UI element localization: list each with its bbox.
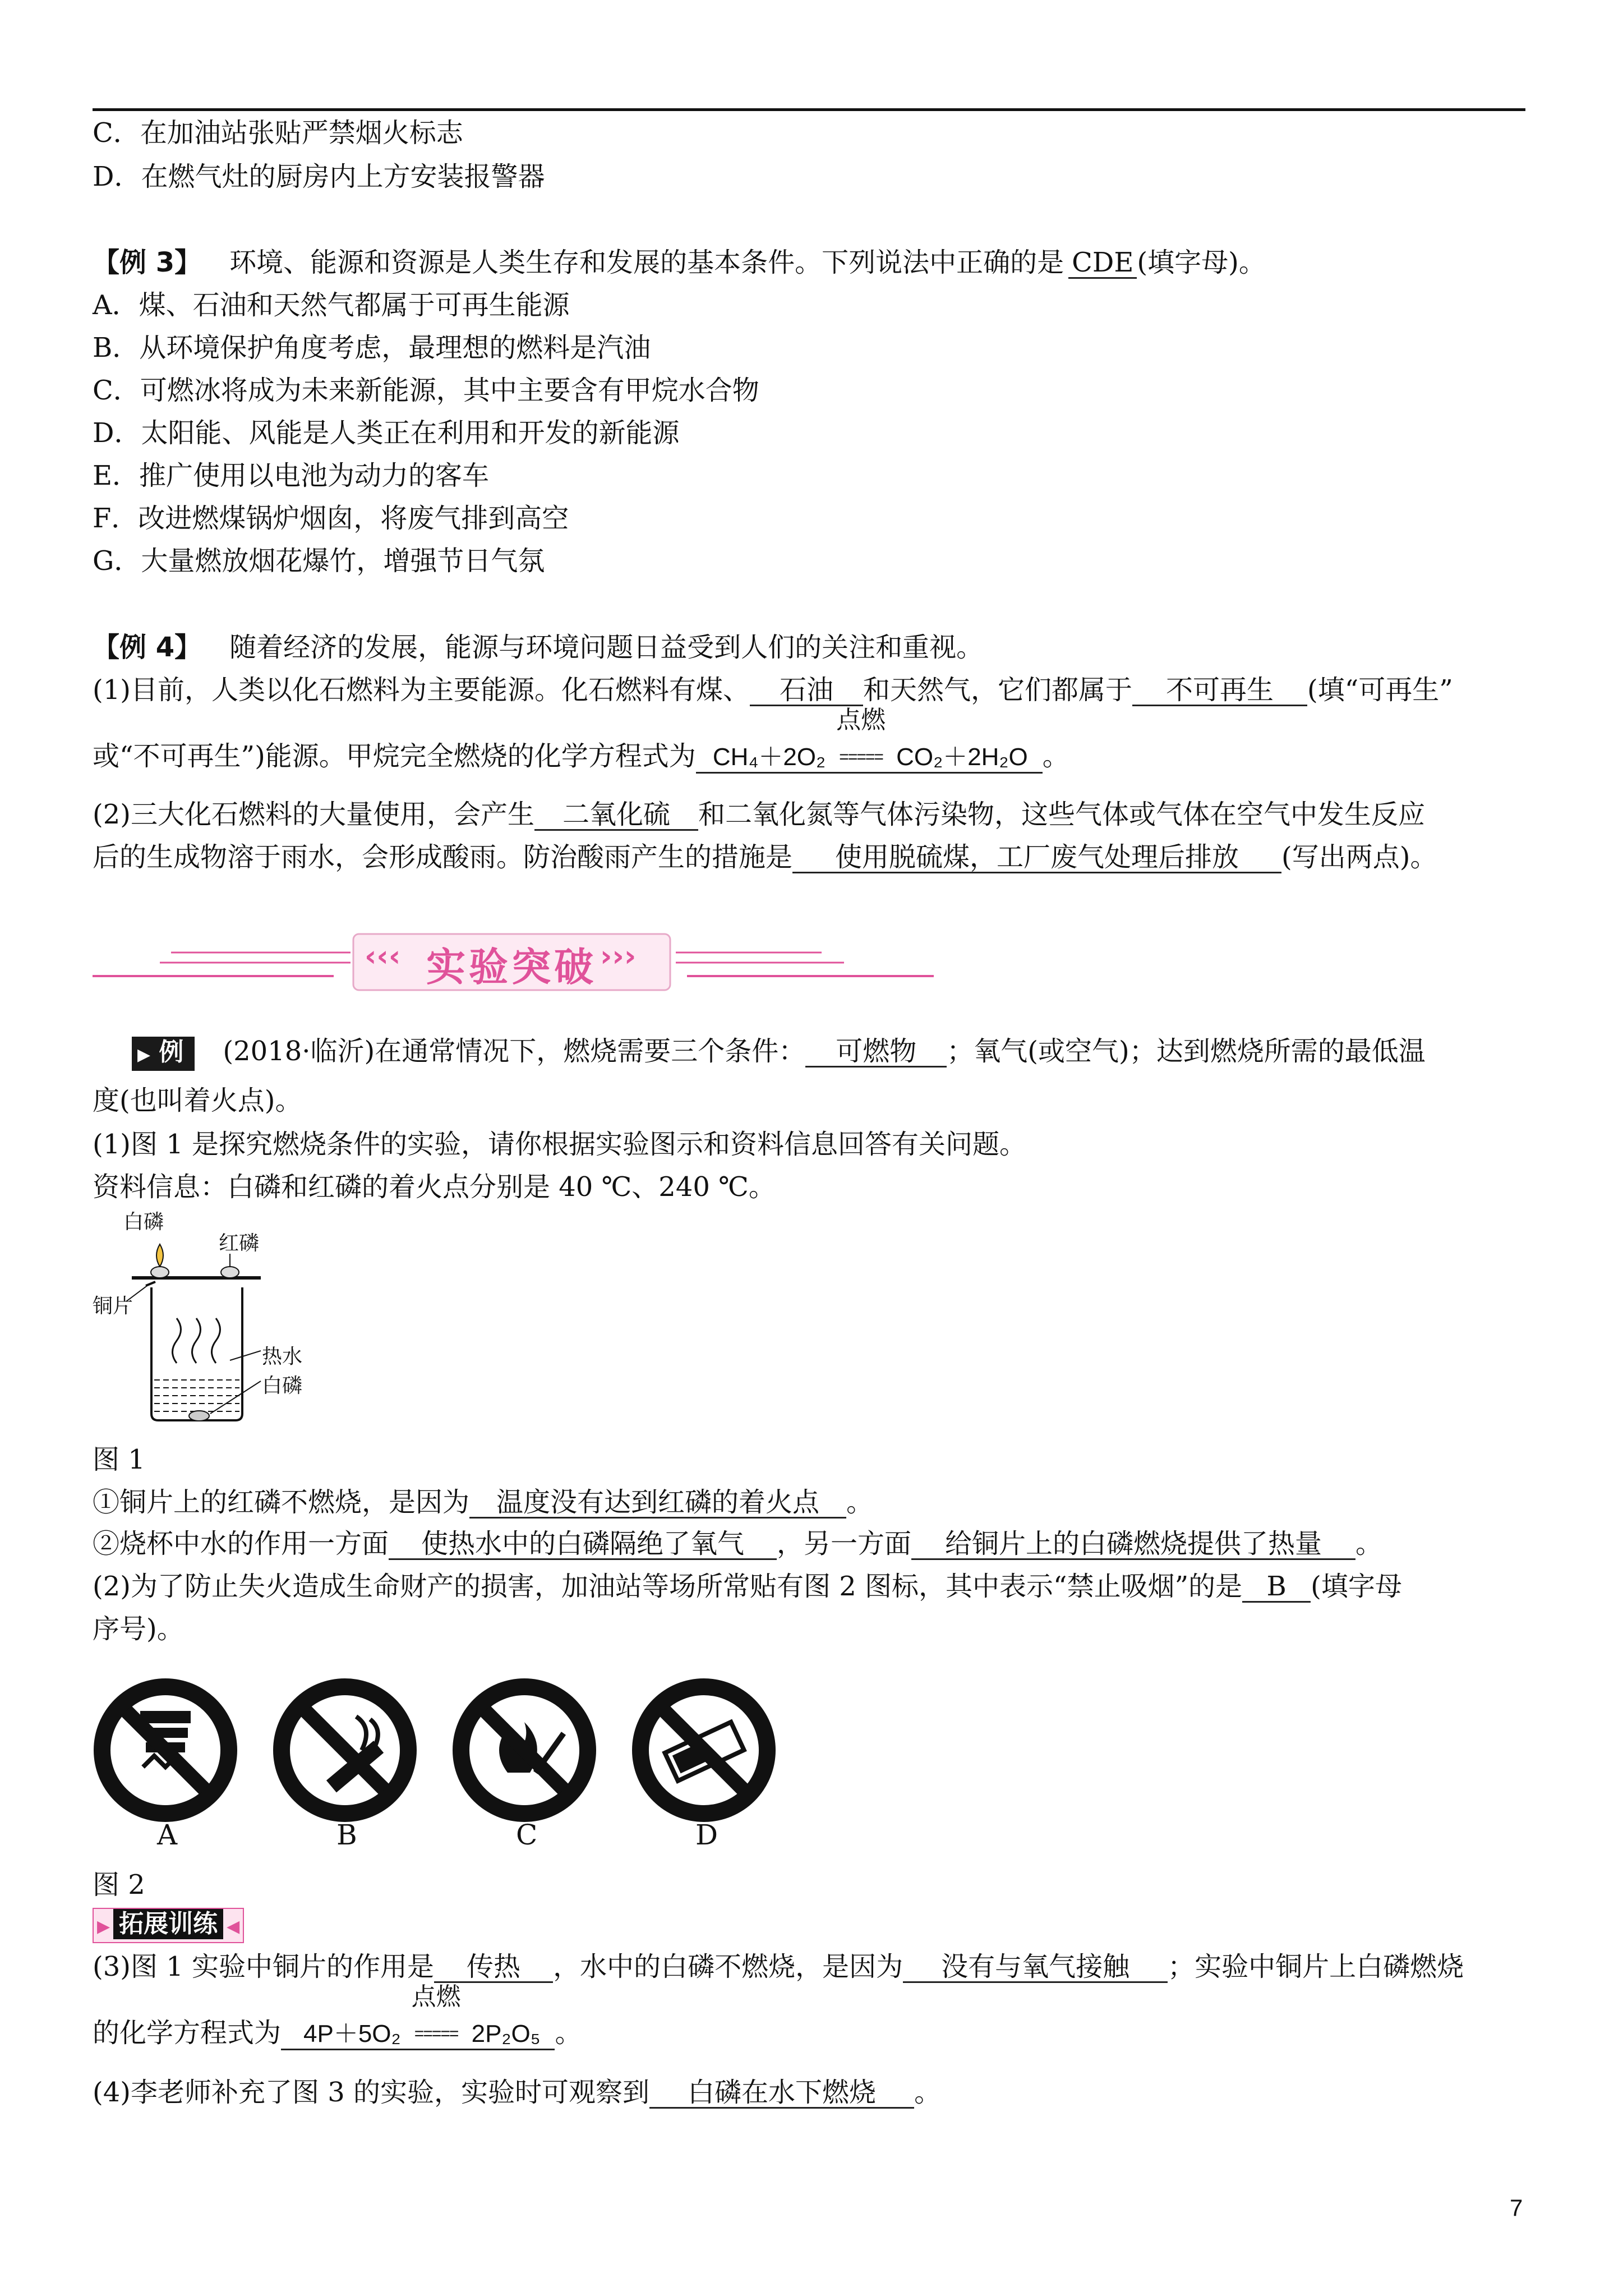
example-3-answer: CDE	[1068, 248, 1137, 279]
q1-text-b: 和天然气，它们都属于	[863, 674, 1133, 706]
sign-label-c: C	[516, 1819, 538, 1851]
experiment-q2-text-a: (2)为了防止失火造成生命财产的损害，加油站等场所常贴有图 2 图标，其中表示“禁止吸烟”的是	[93, 1571, 1243, 1602]
label-white-phosphorus-top: 白磷	[123, 1211, 164, 1234]
answer-acid-rain-measures: 使用脱硫煤，工厂废气处理后排放	[792, 843, 1281, 873]
sign-label-d: D	[695, 1819, 718, 1851]
experiment-stem-a: (2018·临沂)在通常情况下，燃烧需要三个条件：	[223, 1036, 806, 1067]
figure-2-caption: 图 2	[93, 1869, 145, 1901]
period: 。	[1042, 740, 1069, 772]
example-3-option-f: F．改进燃煤锅炉烟囱，将废气排到高空	[93, 503, 569, 534]
experiment-stem-line1	[93, 1034, 1426, 1071]
figure-1-caption: 图 1	[93, 1444, 145, 1475]
experiment-q3-text-b: ，水中的白磷不燃烧，是因为	[553, 1951, 903, 1982]
sign-b-no-smoking-icon	[273, 1678, 417, 1822]
sub-q2-text-c: 。	[1355, 1528, 1383, 1559]
answer-heat-conduction: 传热	[434, 1952, 553, 1983]
example-3-tag: 【例 3】	[93, 247, 202, 278]
experiment-stem-line2: 度(也叫着火点)。	[93, 1085, 302, 1116]
extension-training-label: 拓展训练	[113, 1909, 223, 1939]
figure-2-signs	[93, 1672, 794, 1829]
example-4-q2-line2	[93, 840, 1437, 874]
example-3-option-a: A．煤、石油和天然气都属于可再生能源	[93, 289, 570, 321]
answer-no-oxygen-contact: 没有与氧气接触	[903, 1952, 1168, 1983]
answer-red-p-not-burning: 温度没有达到红磷的着火点	[469, 1488, 846, 1519]
example-4-question: 随着经济的发展，能源与环境问题日益受到人们的关注和重视。	[229, 632, 984, 663]
reaction-condition	[830, 706, 892, 772]
answer-combustible: 可燃物	[805, 1037, 947, 1068]
option-c-top: C．在加油站张贴严禁烟火标志	[93, 117, 463, 149]
experiment-q2-line2: 序号)。	[93, 1613, 184, 1645]
experiment-q4-text-a: (4)李老师补充了图 3 的实验，实验时可观察到	[93, 2077, 650, 2108]
sub-question-1	[93, 1485, 873, 1519]
sub-q1-text-b: 。	[846, 1487, 874, 1518]
section-banner	[93, 931, 934, 993]
q2-text-a: (2)三大化石燃料的大量使用，会产生	[93, 799, 534, 830]
sub-q2-text-b: ，另一方面	[777, 1528, 912, 1559]
equation-2-left: 4P＋5O₂	[303, 2020, 401, 2047]
example-3-option-e: E．推广使用以电池为动力的客车	[93, 460, 490, 491]
answer-water-isolates-oxygen: 使热水中的白磷隔绝了氧气	[389, 1529, 777, 1560]
q2-text-b: 和二氧化氮等气体污染物，这些气体或气体在空气中发生反应	[698, 799, 1426, 830]
condition-ignite-2: 点燃	[411, 1983, 461, 2010]
extension-training-badge	[93, 1908, 244, 1943]
example-3-option-c: C．可燃冰将成为未来新能源，其中主要含有甲烷水合物	[93, 375, 759, 406]
example-4-q1-line1	[93, 673, 1453, 707]
sign-a-no-fireworks-icon	[94, 1678, 237, 1822]
left-arrow-icon: ◀	[227, 1917, 240, 1936]
example-4-stem	[93, 631, 983, 664]
answer-non-renewable: 不可再生	[1132, 675, 1307, 706]
example-3-option-d: D．太阳能、风能是人类正在利用和开发的新能源	[93, 417, 680, 449]
sub-q2-text-a: ②烧杯中水的作用一方面	[93, 1528, 389, 1559]
figure-1	[93, 1212, 328, 1425]
experiment-q2-text-b: (填字母	[1311, 1571, 1402, 1602]
example-3-option-g: G．大量燃放烟花爆竹，增强节日气氛	[93, 545, 545, 577]
sub-question-2	[93, 1527, 1382, 1561]
example-3-stem	[93, 246, 1266, 279]
condition-ignite: 点燃	[836, 706, 886, 734]
experiment-q4	[93, 2076, 941, 2109]
answer-water-provides-heat: 给铜片上的白磷燃烧提供了热量	[911, 1529, 1355, 1560]
example-badge-label: 例	[159, 1038, 184, 1066]
example-badge	[132, 1037, 195, 1071]
example-3-tail: (填字母)。	[1137, 247, 1266, 278]
page-number: 7	[1510, 2194, 1523, 2221]
q1-text-d: 或“不可再生”)能源。甲烷完全燃烧的化学方程式为	[93, 740, 696, 772]
equals-sign-2: =====	[414, 2024, 458, 2043]
equation-2	[281, 1983, 555, 2050]
experiment-q3-line1	[93, 1950, 1464, 1984]
example-4-tag: 【例 4】	[93, 632, 202, 663]
header-rule	[93, 108, 1525, 111]
sign-label-b: B	[336, 1819, 357, 1851]
equals-sign: =====	[839, 748, 883, 766]
q1-text-c: (填“可再生”	[1307, 674, 1453, 706]
q2-text-c: 后的生成物溶于雨水，会形成酸雨。防治酸雨产生的措施是	[93, 841, 793, 873]
experiment-q4-text-b: 。	[914, 2077, 942, 2108]
label-white-phosphorus-bottom: 白磷	[262, 1374, 303, 1397]
figure-2	[93, 1672, 794, 1857]
answer-so2: 二氧化硫	[534, 800, 698, 831]
equation-1	[696, 706, 1043, 774]
example-4-q1-line2	[93, 706, 1069, 774]
answer-no-smoking-sign: B	[1242, 1572, 1311, 1603]
extension-training-tag	[93, 1906, 244, 1943]
banner-left-chevrons: ‹‹‹	[365, 940, 401, 973]
equation-2-right: 2P₂O₅	[471, 2020, 541, 2047]
banner-right-chevrons: ›››	[600, 940, 637, 973]
experiment-q2-line1	[93, 1570, 1402, 1603]
experiment-q3-text-e: 。	[555, 2017, 582, 2049]
experiment-q3-text-d: 的化学方程式为	[93, 2017, 282, 2049]
banner-title: 实验突破	[426, 944, 597, 990]
experiment-q1: (1)图 1 是探究燃烧条件的实验，请你根据实验图示和资料信息回答有关问题。	[93, 1129, 1027, 1160]
experiment-info: 资料信息：白磷和红磷的着火点分别是 40 ℃、240 ℃。	[93, 1171, 776, 1203]
equation-1-left: CH₄＋2O₂	[712, 743, 826, 771]
equation-1-right: CO₂＋2H₂O	[896, 743, 1028, 771]
answer-petroleum: 石油	[750, 675, 863, 706]
sign-c-no-open-flame-icon	[453, 1678, 596, 1822]
example-4-q2-line1	[93, 798, 1425, 831]
q1-text-a: (1)目前，人类以化石燃料为主要能源。化石燃料有煤、	[93, 674, 750, 706]
label-red-phosphorus: 红磷	[219, 1232, 260, 1255]
sign-d-no-matches-icon	[632, 1678, 776, 1822]
experiment-q3-text-c: ；实验中铜片上白磷燃烧	[1168, 1951, 1464, 1982]
experiment-stem-b: ；氧气(或空气)；达到燃烧所需的最低温	[947, 1036, 1426, 1067]
reaction-condition-2	[405, 1983, 467, 2049]
label-copper-sheet: 铜片	[93, 1295, 133, 1318]
example-3-option-b: B．从环境保护角度考虑，最理想的燃料是汽油	[93, 332, 651, 364]
example-3-question: 环境、能源和资源是人类生存和发展的基本条件。下列说法中正确的是	[229, 247, 1064, 278]
q2-text-d: (写出两点)。	[1281, 841, 1437, 873]
right-arrow-icon: ▶	[97, 1917, 110, 1936]
label-hot-water: 热水	[262, 1345, 303, 1368]
experiment-q3-line2	[93, 1983, 582, 2050]
experiment-q3-text-a: (3)图 1 实验中铜片的作用是	[93, 1951, 435, 1982]
option-d-top: D．在燃气灶的厨房内上方安装报警器	[93, 161, 545, 192]
sub-q1-text-a: ①铜片上的红磷不燃烧，是因为	[93, 1487, 470, 1518]
play-icon: ▶	[137, 1045, 151, 1065]
answer-burns-under-water: 白磷在水下燃烧	[649, 2078, 914, 2109]
sign-label-a: A	[157, 1819, 178, 1851]
